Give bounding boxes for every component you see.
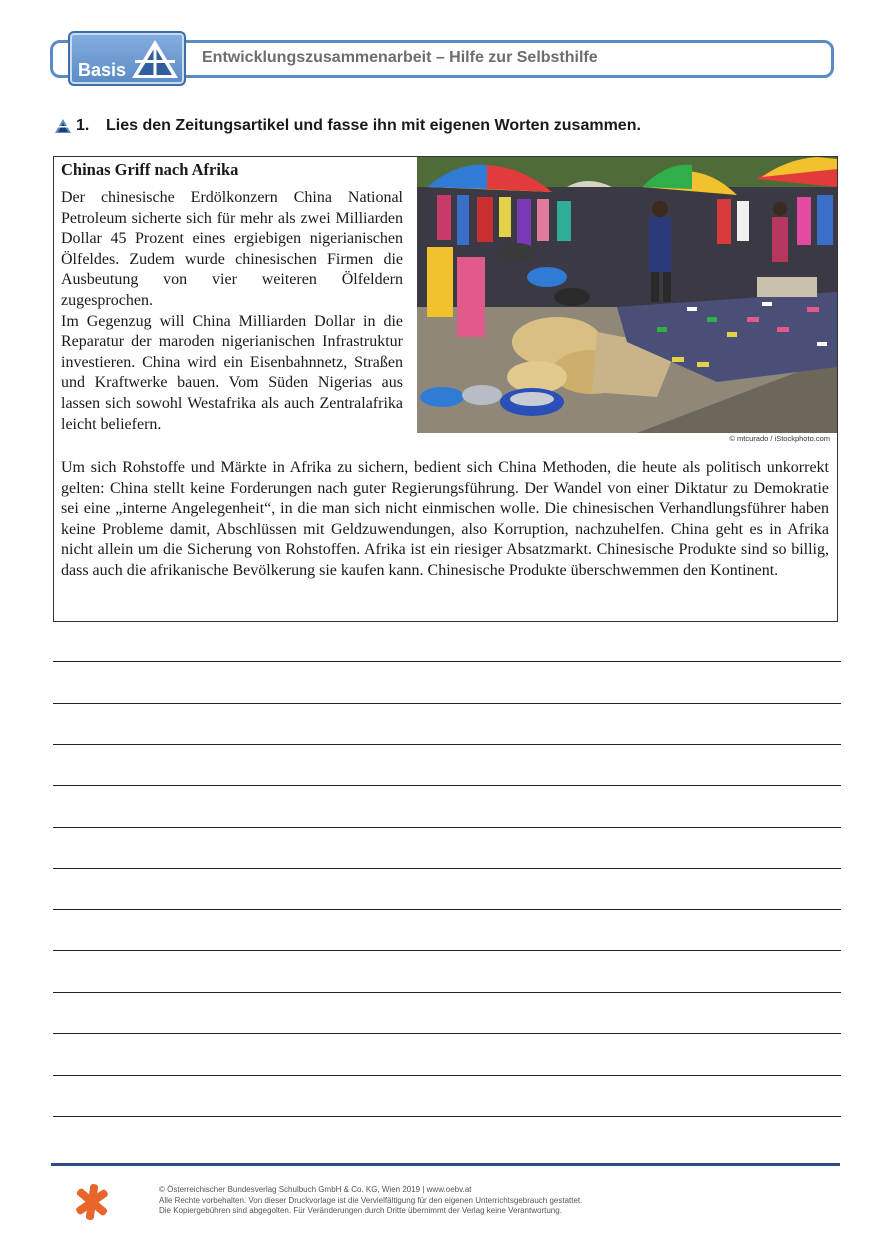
article-paragraph: Im Gegenzug will China Milliarden Dollar in die Reparatur der maroden nigerianischen Infrastruktur investieren. China wird ein Eisenbahnnetz, Straßen und Kraftwerke bauen. Vom Süden Nigerias aus lassen sich sowohl Westafrika als auch Zentralafrika leicht beliefern. xyxy=(61,312,403,433)
writing-line[interactable] xyxy=(53,1075,841,1076)
triangle-level-icon xyxy=(54,118,72,134)
writing-line[interactable] xyxy=(53,909,841,910)
writing-line[interactable] xyxy=(53,661,841,662)
basis-label: Basis xyxy=(78,60,127,80)
writing-line[interactable] xyxy=(53,744,841,745)
market-photo xyxy=(417,157,837,433)
writing-line[interactable] xyxy=(53,950,841,951)
article-title: Chinas Griff nach Afrika xyxy=(61,160,239,179)
article-left-column xyxy=(61,188,403,435)
oebv-star-logo-icon xyxy=(72,1182,112,1222)
footer-line: Die Kopiergebühren sind abgegolten. Für Veränderungen durch Dritte übernimmt der Verlag keine Verantwortung. xyxy=(159,1206,562,1215)
task-number: 1. xyxy=(76,117,90,134)
task-text: Lies den Zeitungsartikel und fasse ihn mit eigenen Worten zusammen. xyxy=(106,117,641,134)
article-paragraph: Der chinesische Erdölkonzern China National Petroleum sicherte sich für mehr als zwei Milliarden Dollar 45 Prozent eines ergiebigen nigerianischen Ölfeldes. Zudem wurde chinesischen Firmen die Ausbeutung von vier weiteren Ölfeldern zugesprochen. xyxy=(61,189,403,309)
writing-line[interactable] xyxy=(53,1116,841,1117)
photo-credit: © mtcurado / iStockphoto.com xyxy=(729,434,830,443)
footer-line: © Österreichischer Bundesverlag Schulbuch GmbH & Co. KG, Wien 2019 | www.oebv.at xyxy=(159,1185,472,1194)
writing-line[interactable] xyxy=(53,992,841,993)
writing-line[interactable] xyxy=(53,827,841,828)
task-instruction xyxy=(54,117,641,135)
writing-line[interactable] xyxy=(53,703,841,704)
writing-line[interactable] xyxy=(53,868,841,869)
article-paragraph: Um sich Rohstoffe und Märkte in Afrika zu sichern, bedient sich China Methoden, die heute als politisch unkorrekt gelten: China stellt keine Forderungen nach guter Regierungsführung. Der Wandel von einer Diktatur zu Demokratie sei eine „interne Angelegenheit“, in die man sich nicht einmischen wolle. Die chinesischen Verhandlungsführer haben keine Probleme damit, Abschlüssen mit Geldzuwendungen, also Korruption, nachzuhelfen. China geht es in Afrika nicht allein um die Sicherung von Rohstoffen. Afrika ist ein riesiger Absatzmarkt. Chinesische Produkte sind so billig, dass auch die afrikanische Bevölkerung sie kaufen kann. Chinesische Produkte überschwemmen den Kontinent. xyxy=(61,459,829,579)
writing-line[interactable] xyxy=(53,1033,841,1034)
basis-badge xyxy=(68,31,186,86)
footer-copyright xyxy=(159,1185,582,1217)
footer-rule xyxy=(51,1163,840,1166)
basis-triangle-icon xyxy=(130,38,180,80)
market-photo-illustration xyxy=(417,157,837,433)
header-title: Entwicklungszusammenarbeit – Hilfe zur Selbsthilfe xyxy=(202,49,598,66)
writing-line[interactable] xyxy=(53,785,841,786)
footer-line: Alle Rechte vorbehalten. Von dieser Druckvorlage ist die Vervielfältigung für den eigenen Unterrichtsgebrauch gestattet. xyxy=(159,1195,583,1205)
